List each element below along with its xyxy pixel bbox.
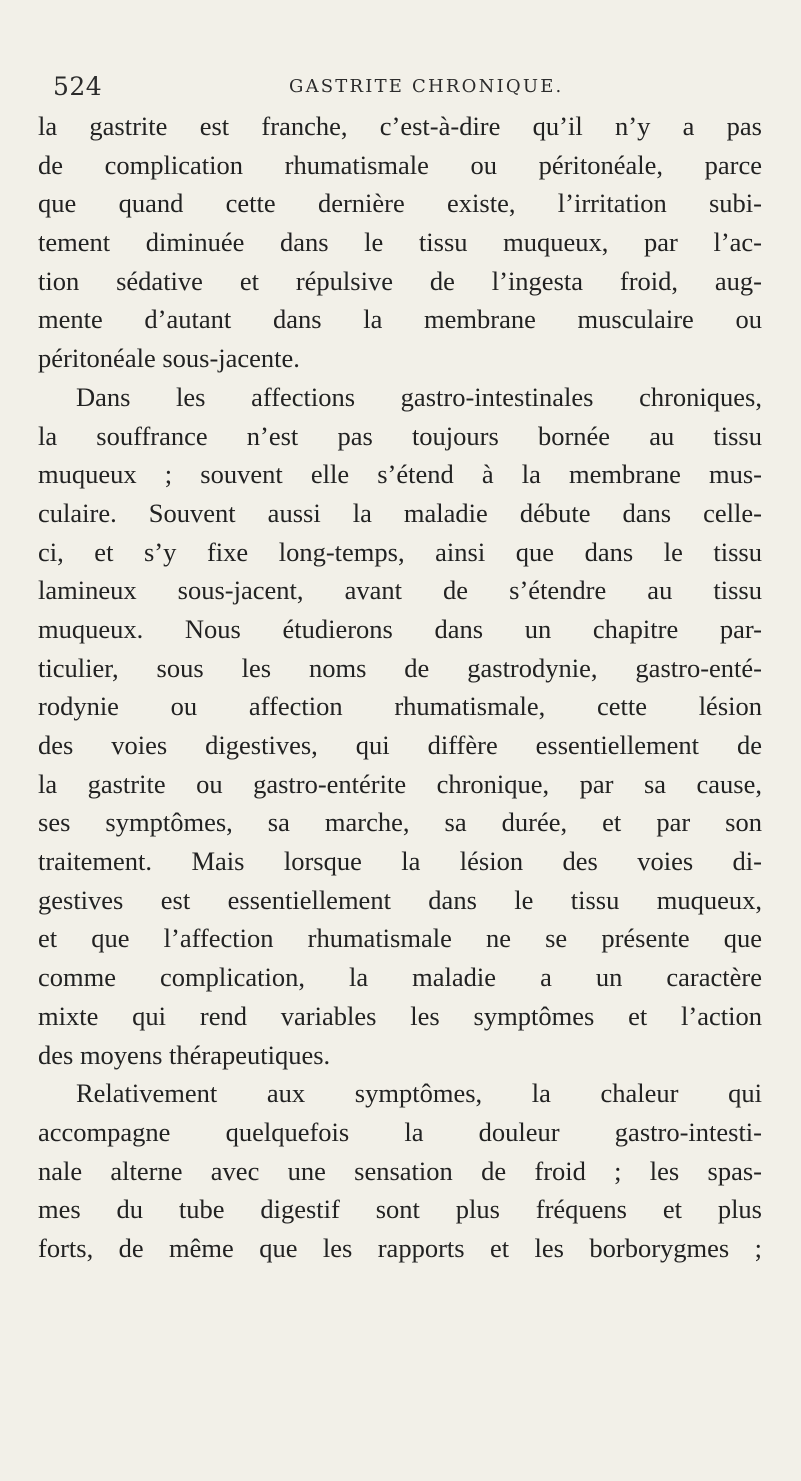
text-line: mes du tube digestif sont plus fréquens et plus [38,1194,762,1225]
text-line: forts, de même que les rapports et les borborygmes ; [38,1232,762,1263]
text-line: ticulier, sous les noms de gastrodynie, gastro-enté- [38,652,762,683]
text-line: mente d’autant dans la membrane musculaire ou [38,304,762,335]
text-line: mixte qui rend variables les symptômes et l’action [38,1000,762,1031]
text-line: des voies digestives, qui diffère essentiellement de [38,730,762,760]
text-line: lamineux sous-jacent, avant de s’étendre au tissu [38,575,762,606]
running-head [53,70,753,110]
text-line: des moyens thérapeutiques. [38,1039,331,1070]
text-line: Dans les affections gastro-intestinales chroniques, [76,381,762,412]
text-line: gestives est essentiellement dans le tissu muqueux, [38,884,762,915]
body-text [38,107,762,1268]
text-line: culaire. Souvent aussi la maladie débute dans celle- [38,497,762,528]
page-number: 524 [53,72,103,101]
text-line: traitement. Mais lorsque la lésion des voies di- [38,846,762,877]
text-line: Relativement aux symptômes, la chaleur qui [76,1078,762,1109]
text-line: muqueux ; souvent elle s’étend à la membrane mus- [38,459,762,490]
text-line: accompagne quelquefois la douleur gastro-intesti- [38,1116,762,1147]
text-line: péritonéale sous-jacente. [38,343,300,374]
text-line: rodynie ou affection rhumatismale, cette lésion [38,691,762,722]
text-line: nale alterne avec une sensation de froid ; les spas- [38,1155,762,1186]
text-line: ci, et s’y fixe long-temps, ainsi que dans le tissu [38,536,762,567]
text-line: ses symptômes, sa marche, sa durée, et par son [38,807,762,838]
running-title: GASTRITE CHRONIQUE. [289,76,564,97]
text-line: la gastrite est franche, c’est-à-dire qu’il n’y a pas [38,111,762,141]
text-line: que quand cette dernière existe, l’irritation subi- [38,188,762,219]
text-line: muqueux. Nous étudierons dans un chapitre par- [38,613,762,644]
text-line: la souffrance n’est pas toujours bornée au tissu [38,420,762,451]
text-line: de complication rhumatismale ou péritonéale, parce [38,149,762,180]
text-line: comme complication, la maladie a un caractère [38,962,762,993]
text-line: tement diminuée dans le tissu muqueux, par l’ac- [38,227,762,258]
text-line: la gastrite ou gastro-entérite chronique, par sa cause, [38,768,762,799]
text-line: tion sédative et répulsive de l’ingesta froid, aug- [38,265,762,296]
text-line: et que l’affection rhumatismale ne se présente que [38,923,762,954]
